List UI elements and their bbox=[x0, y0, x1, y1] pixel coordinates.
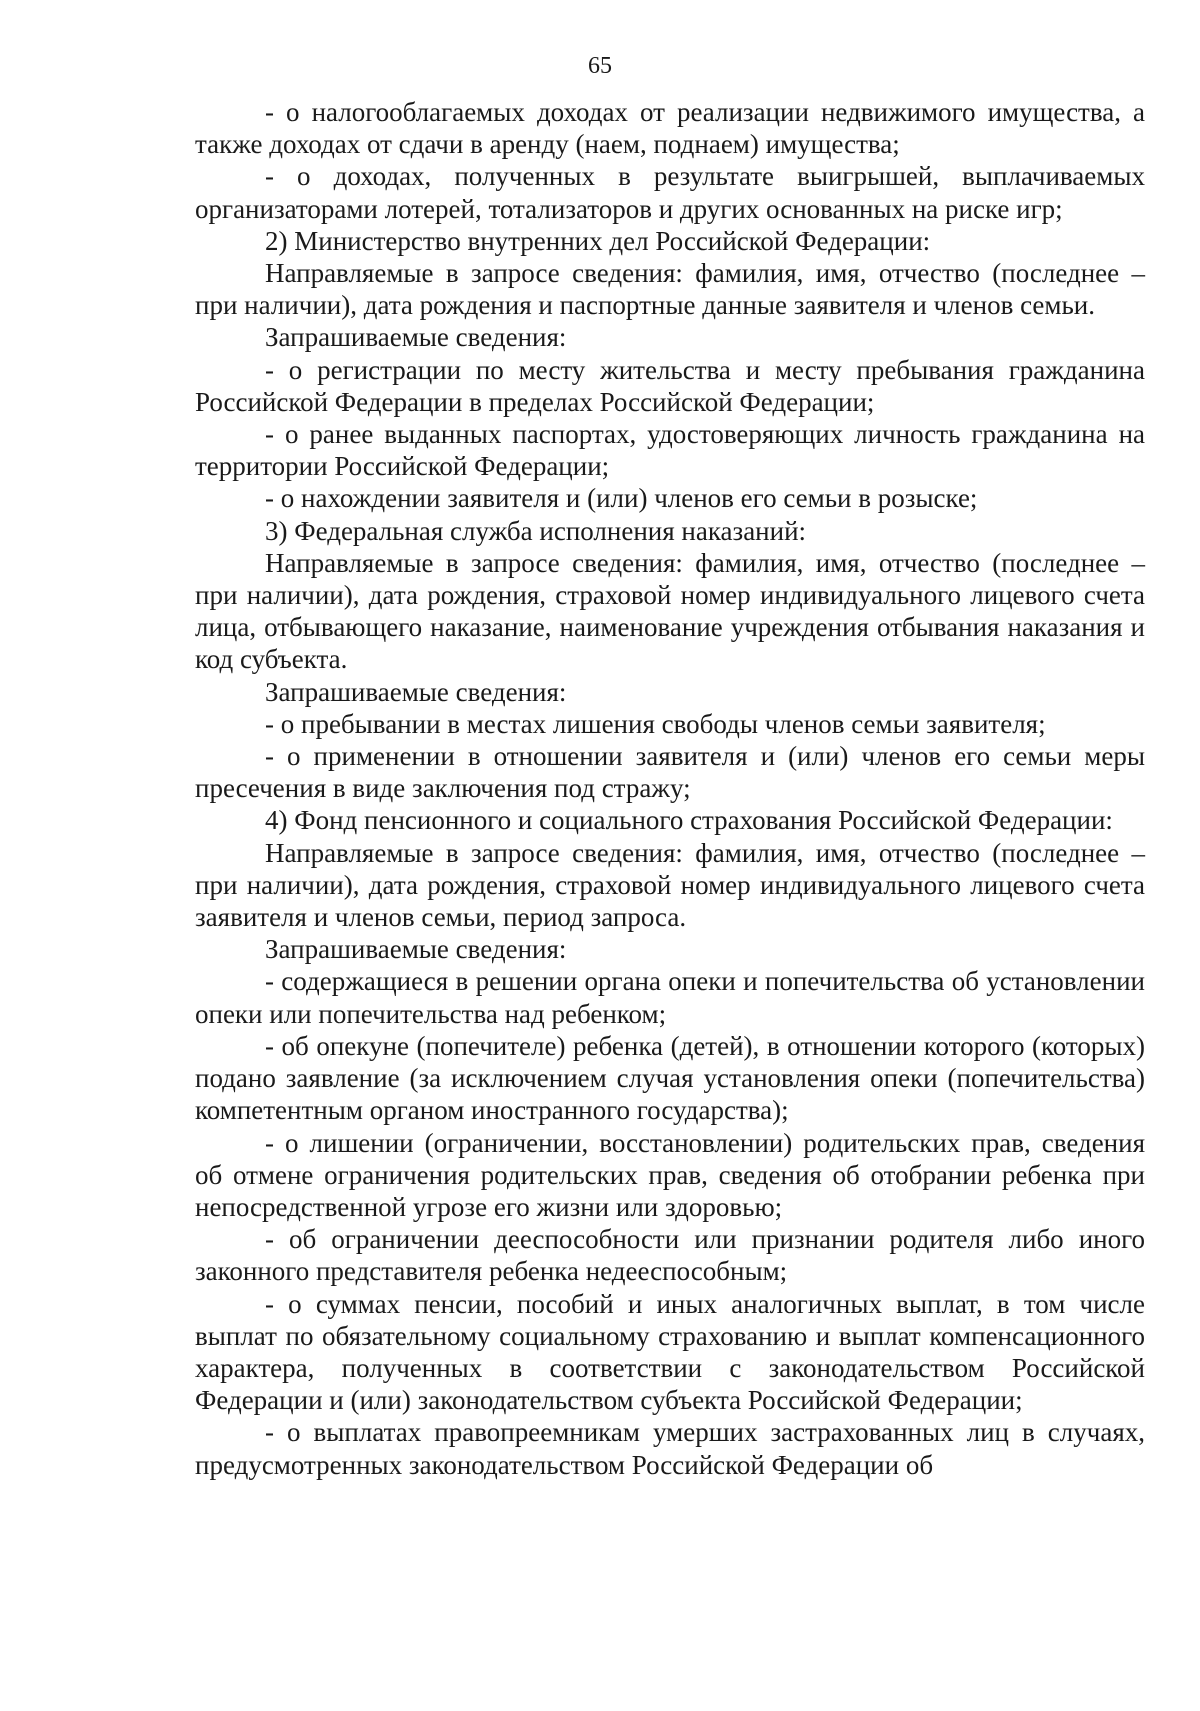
paragraph: Запрашиваемые сведения: bbox=[265, 676, 567, 707]
paragraph: - о нахождении заявителя и (или) членов его семьи в розыске; bbox=[265, 483, 978, 514]
paragraph: Направляемые в запросе сведения: фамилия, имя, отчество (последнее – при наличии), дата рождения, страховой номер индивидуального лицевого счета заявителя и членов семьи, период запроса. bbox=[195, 837, 1145, 933]
paragraph: 3) Федеральная служба исполнения наказаний: bbox=[265, 515, 807, 546]
paragraph: - о лишении (ограничении, восстановлении) родительских прав, сведения об отмене ограничения родительских прав, сведения об отобрании ребенка при непосредственной угрозе его жизни или здоровью; bbox=[195, 1127, 1145, 1222]
paragraph: - содержащиеся в решении органа опеки и попечительства об установлении опеки или попечительства над ребенком; bbox=[195, 966, 1145, 1029]
paragraph: - о доходах, полученных в результате выигрышей, выплачиваемых организаторами лотерей, тотализаторов и других основанных на риске игр; bbox=[195, 161, 1145, 224]
paragraph: 4) Фонд пенсионного и социального страхования Российской Федерации: bbox=[265, 805, 1113, 836]
paragraph: Направляемые в запросе сведения: фамилия, имя, отчество (последнее – при наличии), дата рождения и паспортные данные заявителя и членов семьи. bbox=[195, 258, 1145, 321]
paragraph: - о ранее выданных паспортах, удостоверяющих личность гражданина на территории Российской Федерации; bbox=[195, 419, 1145, 482]
paragraph: - об опекуне (попечителе) ребенка (детей), в отношении которого (которых) подано заявление (за исключением случая установления опеки (попечительства) компетентным органом иностранного государства); bbox=[195, 1030, 1145, 1126]
page-number: 65 bbox=[588, 53, 612, 79]
paragraph: - о применении в отношении заявителя и (или) членов его семьи меры пресечения в виде заключения под стражу; bbox=[195, 741, 1145, 804]
paragraph: - о регистрации по месту жительства и месту пребывания гражданина Российской Федерации в пределах Российской Федерации; bbox=[195, 354, 1145, 417]
document-body bbox=[195, 96, 1145, 1481]
paragraph: - о выплатах правопреемникам умерших застрахованных лиц в случаях, предусмотренных законодательством Российской Федерации об bbox=[195, 1417, 1145, 1480]
paragraph: 2) Министерство внутренних дел Российской Федерации: bbox=[265, 225, 931, 256]
paragraph: - о пребывании в местах лишения свободы членов семьи заявителя; bbox=[265, 708, 1046, 739]
paragraph: Направляемые в запросе сведения: фамилия, имя, отчество (последнее – при наличии), дата рождения, страховой номер индивидуального лицевого счета лица, отбывающего наказание, наименование учреждения отбывания наказания и код субъекта. bbox=[195, 547, 1145, 675]
paragraph: - о налогооблагаемых доходах от реализации недвижимого имущества, а также доходах от сдачи в аренду (наем, поднаем) имущества; bbox=[195, 97, 1145, 160]
paragraph: - о суммах пенсии, пособий и иных аналогичных выплат, в том числе выплат по обязательному социальному страхованию и выплат компенсационного характера, полученных в соответствии с законодательством Российской Федерации и (или) законодательством субъекта Российской Федерации; bbox=[195, 1288, 1145, 1416]
paragraph: - об ограничении дееспособности или признании родителя либо иного законного представителя ребенка недееспособным; bbox=[195, 1224, 1145, 1287]
paragraph: Запрашиваемые сведения: bbox=[265, 934, 567, 965]
paragraph: Запрашиваемые сведения: bbox=[265, 322, 567, 353]
